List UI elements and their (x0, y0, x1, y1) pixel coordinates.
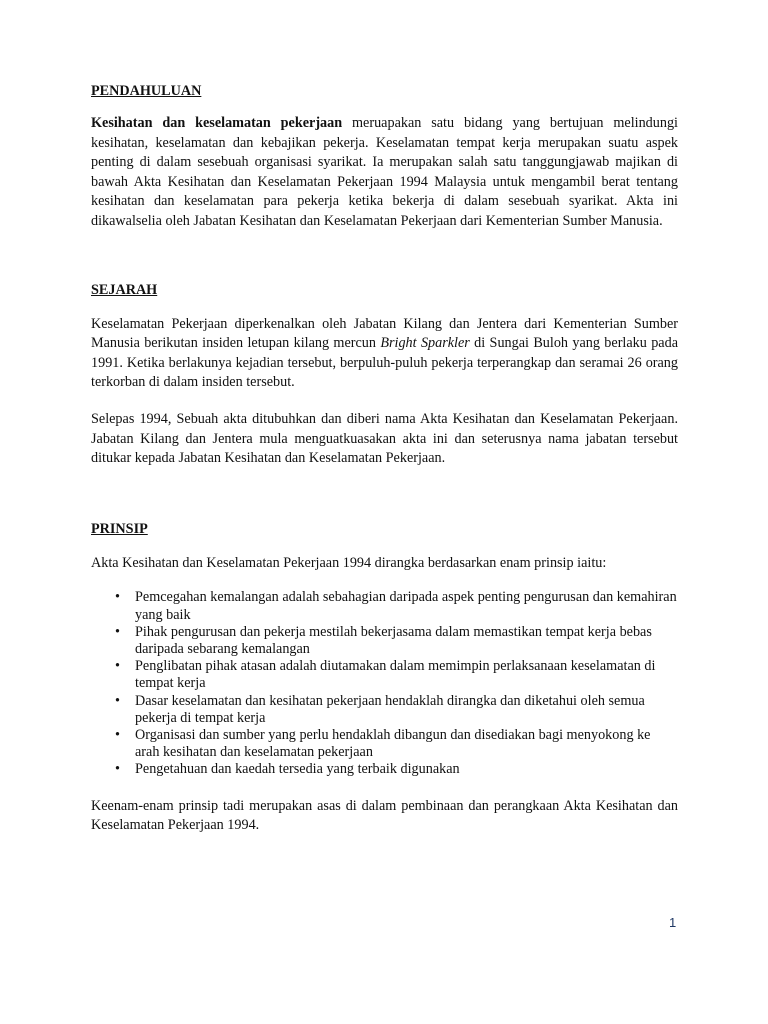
bullet-icon: • (115, 589, 120, 606)
paragraph-sejarah-2: Selepas 1994, Sebuah akta ditubuhkan dan diberi nama Akta Kesihatan dan Keselamatan Pekerjaan. Jabatan Kilang dan Jentera mula menguatkuasakan akta ini dan seterusnya nama jabatan tersebut ditukar kepada Jabatan Kesihatan dan Keselamatan Pekerjaan. (91, 410, 678, 467)
bold-term: Kesihatan dan keselamatan pekerjaan (91, 115, 343, 131)
document-page (91, 82, 678, 836)
bullet-icon: • (115, 623, 120, 640)
paragraph-prinsip-closing: Keenam-enam prinsip tadi merupakan asas di dalam pembinaan dan perangkaan Akta Kesihatan dan Keselamatan Pekerjaan 1994. (91, 797, 678, 834)
bullet-icon: • (115, 761, 120, 778)
paragraph-text: Keselamatan Pekerjaan diperkenalkan oleh Jabatan Kilang dan Jentera dari Kementerian Sumber Manusia berikutan insiden letupan kilang mercun (91, 315, 678, 352)
heading-pendahuluan: PENDAHULUAN (91, 83, 202, 99)
list-item: • Pemcegahan kemalangan adalah sebahagian daripada aspek penting pengurusan dan kemahiran yang baik (115, 589, 677, 623)
page-number: 1 (669, 915, 677, 930)
paragraph-pendahuluan (91, 114, 678, 232)
paragraph-text: di Sungai Buloh yang berlaku pada 1991. Ketika berlakunya kejadian tersebut, berpuluh-puluh pekerja terperangkap dan seramai 26 orang terkorban di dalam insiden tersebut. (91, 335, 678, 391)
list-item: • Organisasi dan sumber yang perlu hendaklah dibangun dan disediakan bagi menyokong ke arah kesihatan dan keselamatan pekerjaan (115, 726, 651, 761)
italic-term: Bright Sparkler (380, 335, 470, 352)
list-item: • Penglibatan pihak atasan adalah diutamakan dalam memimpin perlaksanaan keselamatan di tempat kerja (115, 658, 656, 692)
list-item: • Dasar keselamatan dan kesihatan pekerjaan hendaklah dirangka dan diketahui oleh semua pekerja di tempat kerja (115, 692, 645, 726)
heading-sejarah: SEJARAH (91, 281, 158, 298)
list-item: • Pihak pengurusan dan pekerja mestilah bekerjasama dalam memastikan tempat kerja bebas daripada sebarang kemalangan (115, 623, 652, 657)
paragraph-sejarah-1 (91, 315, 678, 393)
paragraph-text: meruapakan satu bidang yang bertujuan melindungi kesihatan, keselamatan dan kebajikan pekerja. Keselamatan tempat kerja merupakan suatu aspek penting di dalam sesebuah organisasi syarikat. Ia merupakan salah satu tanggungjawab majikan di bawah Akta Kesihatan dan Keselamatan Pekerjaan 1994 Malaysia untuk mengambil berat tentang kesihatan dan keselamatan para pekerja ketika bekerja di dalam sesebuah syarikat. Akta ini dikawalselia oleh Jabatan Kesihatan dan Keselamatan Pekerjaan dari Kementerian Sumber Manusia. (91, 115, 678, 229)
paragraph-prinsip-intro: Akta Kesihatan dan Keselamatan Pekerjaan 1994 dirangka berdasarkan enam prinsip iaitu: (91, 554, 607, 571)
list-item: • Pengetahuan dan kaedah tersedia yang terbaik digunakan (115, 761, 460, 778)
heading-prinsip: PRINSIP (91, 520, 148, 537)
bullet-icon: • (115, 726, 120, 743)
principles-list (91, 589, 678, 778)
bullet-icon: • (115, 658, 120, 675)
bullet-icon: • (115, 692, 120, 709)
